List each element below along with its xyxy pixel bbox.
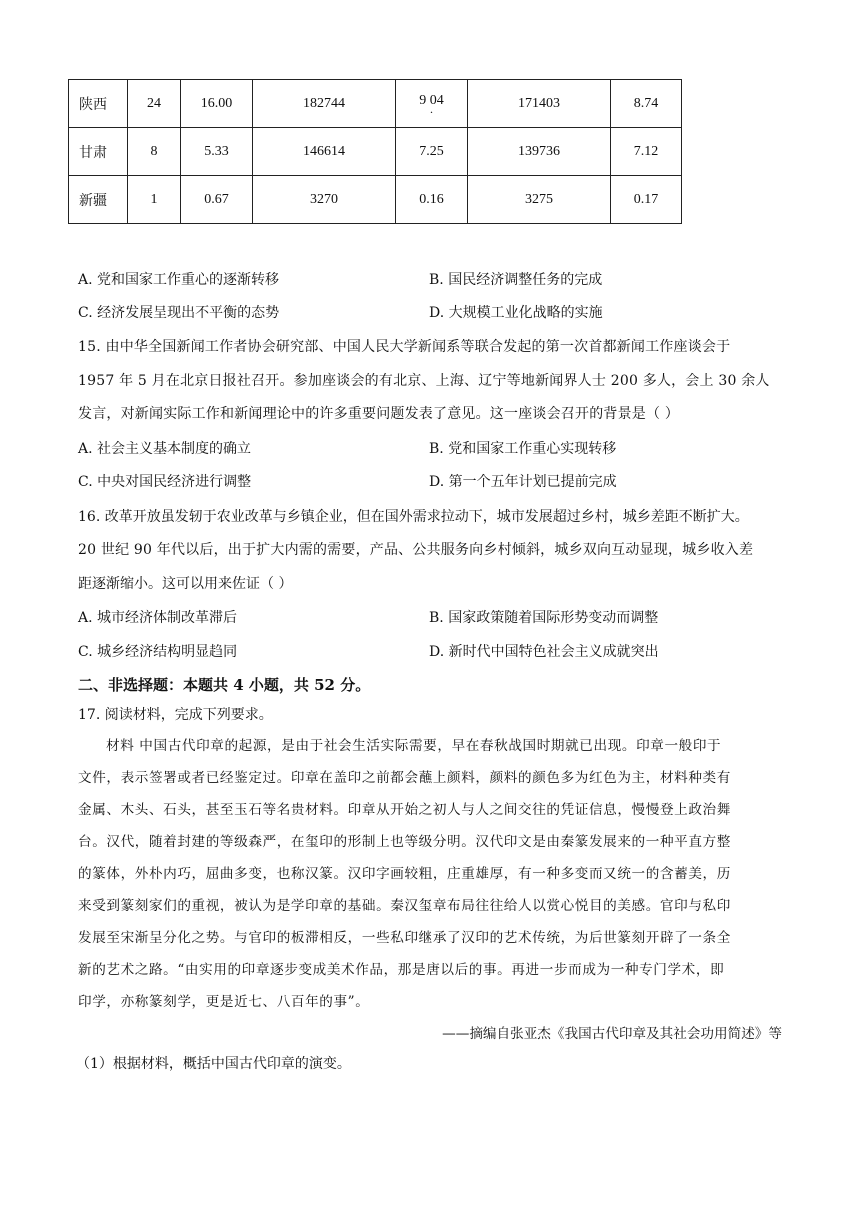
table-cell: 16.00: [181, 80, 253, 128]
material-line: 发展至宋渐呈分化之势。与官印的板滞相反，一些私印继承了汉印的艺术传统，为后世篆刻开辟了一条全: [78, 930, 731, 946]
section-heading: 二、非选择题：本题共 4 小题，共 52 分。: [78, 676, 371, 694]
material-line: 文件，表示签署或者已经鉴定过。印章在盖印之前都会蘸上颜料，颜料的颜色多为红色为主，材料种类有: [78, 770, 731, 786]
table-cell: 182744: [253, 80, 396, 128]
q16-stem-line: 距逐渐缩小。这可以用来佐证（ ）: [78, 576, 293, 592]
q15-stem-line: 1957 年 5 月在北京日报社召开。参加座谈会的有北京、上海、辽宁等地新闻界人士 200 多人，会上 30 余人: [78, 373, 770, 389]
q14-option-c: C. 经济发展呈现出不平衡的态势: [78, 305, 280, 321]
q15-option-b: B. 党和国家工作重心实现转移: [429, 441, 617, 457]
table-cell: 139736: [468, 128, 611, 176]
table-cell: 24: [128, 80, 181, 128]
q17-subquestion-1: （1）根据材料，概括中国古代印章的演变。: [76, 1056, 351, 1072]
q15-option-d: D. 第一个五年计划已提前完成: [429, 474, 617, 490]
q15-option-c: C. 中央对国民经济进行调整: [78, 474, 252, 490]
material-line: 印学，亦称篆刻学，更是近七、八百年的事”。: [78, 994, 370, 1010]
material-line: 的篆体，外朴内巧，屈曲多变，也称汉篆。汉印字画较粗，庄重雄厚，有一种多变而又统一的含蓄美，历: [78, 866, 731, 882]
q15-stem-line: 15. 由中华全国新闻工作者协会研究部、中国人民大学新闻系等联合发起的第一次首都新闻工作座谈会于: [78, 339, 731, 355]
table-cell: 146614: [253, 128, 396, 176]
table-cell: 3275: [468, 176, 611, 224]
cell-value: 9 04: [419, 92, 444, 108]
material-line: 台。汉代，随着封建的等级森严，在玺印的形制上也等级分明。汉代印文是由秦篆发展来的一种平直方整: [78, 834, 731, 850]
table-cell: 8: [128, 128, 181, 176]
table-cell: 3270: [253, 176, 396, 224]
q14-option-b: B. 国民经济调整任务的完成: [429, 272, 603, 288]
table-cell: 0.67: [181, 176, 253, 224]
province-data-table: [68, 79, 682, 224]
table-cell: 171403: [468, 80, 611, 128]
table-cell: 5.33: [181, 128, 253, 176]
cell-dot: ·: [429, 104, 434, 119]
q16-option-d: D. 新时代中国特色社会主义成就突出: [429, 644, 659, 660]
q17-intro: 17. 阅读材料，完成下列要求。: [78, 707, 273, 723]
table-cell: [396, 80, 468, 128]
q15-stem-line: 发言，对新闻实际工作和新闻理论中的许多重要问题发表了意见。这一座谈会召开的背景是（ ）: [78, 406, 680, 422]
q14-option-d: D. 大规模工业化战略的实施: [429, 305, 603, 321]
table-cell: 陕西: [69, 80, 128, 128]
table-cell: 0.16: [396, 176, 468, 224]
table-cell: 7.12: [611, 128, 682, 176]
table-cell: 0.17: [611, 176, 682, 224]
table-cell: 甘肃: [69, 128, 128, 176]
material-source: ——摘编自张亚杰《我国古代印章及其社会功用简述》等: [442, 1026, 782, 1042]
table-cell: 7.25: [396, 128, 468, 176]
q16-stem-line: 16. 改革开放虽发轫于农业改革与乡镇企业，但在国外需求拉动下，城市发展超过乡村，城乡差距不断扩大。: [78, 509, 749, 525]
q16-option-c: C. 城乡经济结构明显趋同: [78, 644, 238, 660]
table-cell: 8.74: [611, 80, 682, 128]
q14-option-a: A. 党和国家工作重心的逐渐转移: [78, 272, 280, 288]
q16-stem-line: 20 世纪 90 年代以后，出于扩大内需的需要，产品、公共服务向乡村倾斜，城乡双向互动显现，城乡收入差: [78, 542, 754, 558]
material-line: 材料 中国古代印章的起源，是由于社会生活实际需要，早在春秋战国时期就已出现。印章一般印于: [106, 738, 722, 754]
table-cell: 1: [128, 176, 181, 224]
material-line: 新的艺术之路。“由实用的印章逐步变成美术作品，那是唐以后的事。再进一步而成为一种专门学术，即: [78, 962, 725, 978]
material-line: 金属、木头、石头，甚至玉石等名贵材料。印章从开始之初人与人之间交往的凭证信息，慢慢登上政治舞: [78, 802, 731, 818]
table-cell: 新疆: [69, 176, 128, 224]
table-row: [69, 128, 682, 176]
q16-option-a: A. 城市经济体制改革滞后: [78, 610, 238, 626]
material-line: 来受到篆刻家们的重视，被认为是学印章的基础。秦汉玺章布局往往给人以赏心悦目的美感。官印与私印: [78, 898, 731, 914]
q15-option-a: A. 社会主义基本制度的确立: [78, 441, 252, 457]
q16-option-b: B. 国家政策随着国际形势变动而调整: [429, 610, 659, 626]
table-row: [69, 80, 682, 128]
table-row: [69, 176, 682, 224]
